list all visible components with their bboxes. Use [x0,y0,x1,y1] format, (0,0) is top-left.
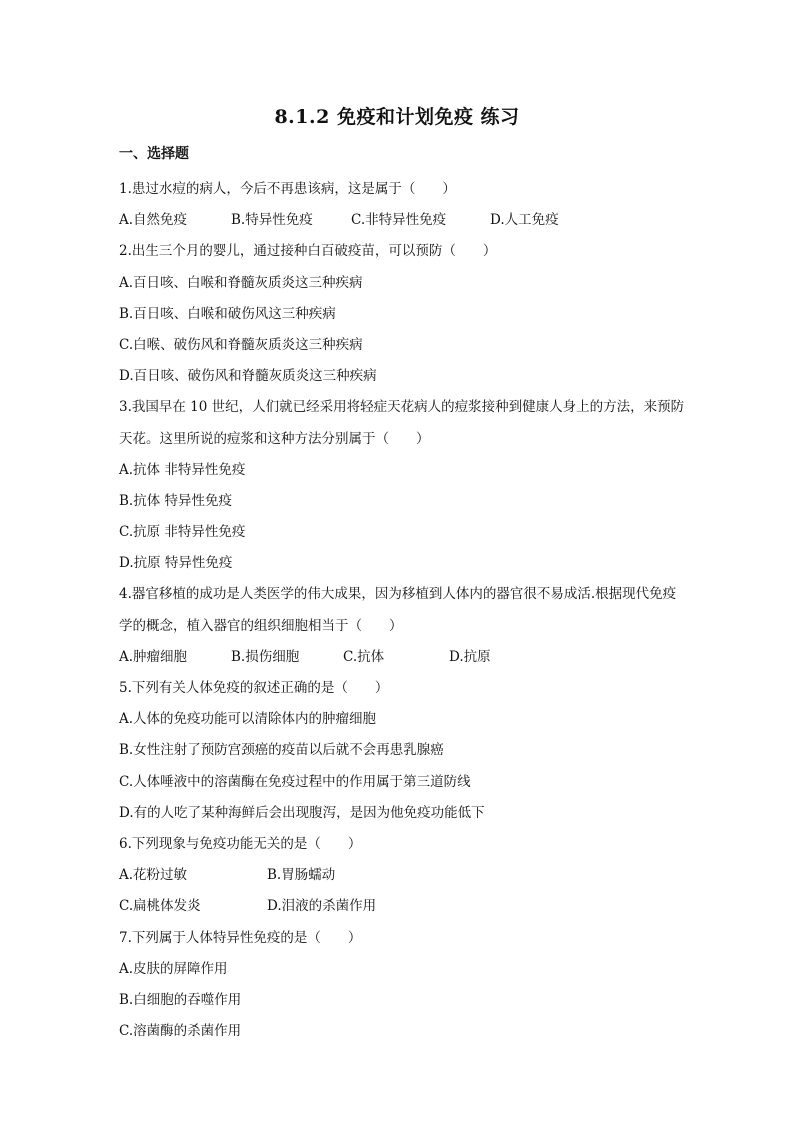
question-5-stem: 5.下列有关人体免疫的叙述正确的是（ ） [119,680,389,696]
question-6-options-row-2 [119,891,709,922]
question-2-option-a: A.百日咳、白喉和脊髓灰质炎这三种疾病 [119,274,363,291]
question-3-stem-line-1: 3.我国早在 10 世纪，人们就已经采用将轻症天花病人的痘浆接种到健康人身上的方法，来预防 [119,399,685,416]
question-5-option-d: D.有的人吃了某种海鲜后会出现腹泻，是因为他免疫功能低下 [119,804,485,821]
question-3-option-c: C.抗原 非特异性免疫 [119,524,246,541]
question-4-options [119,642,709,673]
question-3-option-a: A.抗体 非特异性免疫 [119,461,246,478]
question-2-option-c: C.白喉、破伤风和脊髓灰质炎这三种疾病 [119,336,363,353]
question-3-option-d: D.抗原 特异性免疫 [119,555,233,572]
section-heading: 一、选择题 [119,146,189,162]
question-4-stem-line-2: 学的概念，植入器官的组织细胞相当于（ ） [119,617,403,634]
question-6-option-c: C.扁桃体发炎 [119,898,201,915]
question-list [119,174,709,1047]
question-6-stem: 6.下列现象与免疫功能无关的是（ ） [119,835,362,852]
question-5-option-b: B.女性注射了预防宫颈癌的疫苗以后就不会再患乳腺癌 [119,742,444,759]
question-6-option-a: A.花粉过敏 [119,867,188,884]
question-3-option-b: B.抗体 特异性免疫 [119,492,233,509]
question-4-option-d: D.抗原 [449,648,491,665]
question-6-option-b: B.胃肠蠕动 [267,867,336,884]
question-7-stem: 7.下列属于人体特异性免疫的是（ ） [119,929,362,946]
question-1-stem: 1.患过水痘的病人，今后不再患该病，这是属于（ ） [119,181,456,197]
question-7-option-a: A.皮肤的屏障作用 [119,960,228,977]
question-2-stem: 2.出生三个月的婴儿，通过接种白百破疫苗，可以预防（ ） [119,243,497,260]
question-7-option-c: C.溶菌酶的杀菌作用 [119,1023,242,1040]
question-3-stem-line-2: 天花。这里所说的痘浆和这种方法分别属于（ ） [119,430,430,447]
question-4-stem-line-1: 4.器官移植的成功是人类医学的伟大成果，因为移植到人体内的器官很不易成活.根据现代免疫 [119,586,677,603]
question-7-option-b: B.白细胞的吞噬作用 [119,991,242,1008]
question-2-option-b: B.百日咳、白喉和破伤风这三种疾病 [119,305,336,322]
question-1-option-c: C.非特异性免疫 [351,212,447,229]
page-title: 8.1.2 免疫和计划免疫 练习 [274,106,520,128]
question-6-options-row-1 [119,860,709,891]
question-1-option-d: D.人工免疫 [490,212,559,229]
question-5-option-a: A.人体的免疫功能可以清除体内的肿瘤细胞 [119,711,377,728]
question-1-option-a: A.自然免疫 [119,212,188,229]
question-5-option-c: C.人体唾液中的溶菌酶在免疫过程中的作用属于第三道防线 [119,773,471,790]
question-4-option-a: A.肿瘤细胞 [119,648,188,665]
question-4-option-c: C.抗体 [343,648,385,665]
question-6-option-d: D.泪液的杀菌作用 [267,898,377,915]
question-1-option-b: B.特异性免疫 [231,212,313,229]
question-4-option-b: B.损伤细胞 [231,648,300,665]
question-1-options [119,205,709,236]
question-2-option-d: D.百日咳、破伤风和脊髓灰质炎这三种疾病 [119,368,377,385]
